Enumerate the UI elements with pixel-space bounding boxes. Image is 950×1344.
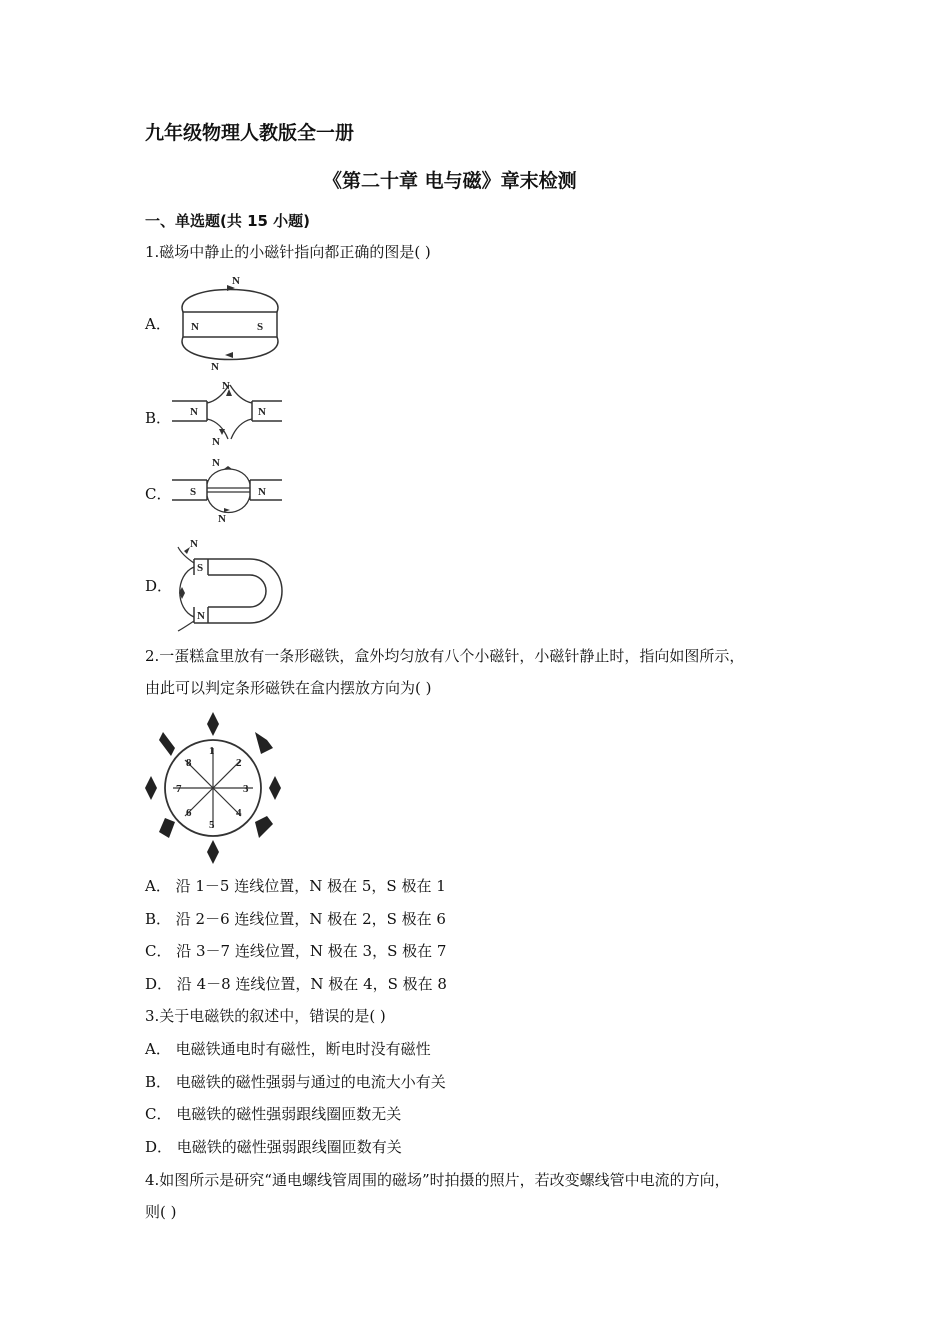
box-number-5: 5 [209,819,215,831]
box-number-6: 6 [186,807,192,819]
compass-needle-5 [207,840,219,864]
question-1-option-a: A． [145,315,171,333]
fig-1a-left-pole: N [191,321,199,333]
question-4-stem-line1: 4.如图所示是研究“通电螺线管周围的磁场”时拍摄的照片，若改变螺线管中电流的方向， [145,1171,730,1189]
box-number-1: 1 [209,745,215,757]
question-3-option-d: D． 电磁铁的磁性强弱跟线圈匝数有关 [145,1138,402,1156]
box-number-8: 8 [186,757,192,769]
fig-1a-bottom-needle-label: N [211,361,219,373]
compass-needle-4 [255,816,273,838]
compass-needle-2 [255,732,273,754]
question-2-stem-line2: 由此可以判定条形磁铁在盒内摆放方向为( ) [145,679,432,697]
question-1-option-b: B． [145,409,172,427]
figure-1a-bar-magnet-field [165,272,295,377]
fig-1c-right-pole: N [258,486,266,498]
section-heading: 一、单选题(共 15 小题) [145,212,311,230]
question-2-option-c: C． 沿 3－7 连线位置，N 极在 3，S 极在 7 [145,942,447,960]
box-number-2: 2 [236,757,242,769]
question-2-option-a: A． 沿 1－5 连线位置，N 极在 5，S 极在 1 [145,877,446,895]
question-3-option-a: A． 电磁铁通电时有磁性，断电时没有磁性 [145,1040,431,1058]
fig-1c-bottom-needle-label: N [218,513,226,525]
fig-1c-top-needle-label: N [212,457,220,469]
question-3-option-b: B． 电磁铁的磁性强弱与通过的电流大小有关 [145,1073,446,1091]
fig-1d-bottom-pole: N [197,610,205,622]
fig-1b-top-needle-label: N [222,380,230,392]
fig-1c-left-pole: S [190,486,197,498]
question-3-option-c: C． 电磁铁的磁性强弱跟线圈匝数无关 [145,1105,402,1123]
box-number-3: 3 [243,783,249,795]
question-1-option-d: D． [145,577,173,595]
question-3-stem: 3.关于电磁铁的叙述中，错误的是( ) [145,1007,386,1025]
fig-1d-needle-label: N [190,538,198,550]
chapter-subtitle: 《第二十章 电与磁》章末检测 [323,170,577,192]
question-2-option-d: D． 沿 4－8 连线位置，N 极在 4，S 极在 8 [145,975,447,993]
box-number-7: 7 [176,783,182,795]
figure-2-cake-box-compasses [145,710,285,865]
fig-1a-bottom-needle [225,352,233,358]
compass-needle-3 [269,776,281,800]
fig-1b-right-pole: N [258,406,266,418]
question-1-option-c: C． [145,485,172,503]
document-title: 九年级物理人教版全一册 [145,122,355,144]
fig-1d-top-pole: S [197,562,204,574]
compass-needle-6 [159,818,175,838]
fig-1a-top-needle-label: N [232,275,240,287]
question-4-stem-line2: 则( ) [145,1203,177,1221]
compass-needle-8 [159,732,175,756]
fig-1b-left-pole: N [190,406,198,418]
question-2-stem-line1: 2.一蛋糕盒里放有一条形磁铁，盒外均匀放有八个小磁针，小磁针静止时，指向如图所示， [145,647,745,665]
fig-1a-right-pole: S [257,321,264,333]
compass-needle-1 [207,712,219,736]
question-1-stem: 1.磁场中静止的小磁针指向都正确的图是( ) [145,243,431,261]
figure-1c-unlike-poles-field [172,458,287,523]
figure-1d-horseshoe-magnet [170,537,290,632]
figure-1b-like-poles-field [172,380,287,448]
fig-1b-bottom-needle-label: N [212,436,220,448]
box-number-4: 4 [236,807,242,819]
question-2-option-b: B． 沿 2－6 连线位置，N 极在 2，S 极在 6 [145,910,446,928]
compass-needle-7 [145,776,157,800]
